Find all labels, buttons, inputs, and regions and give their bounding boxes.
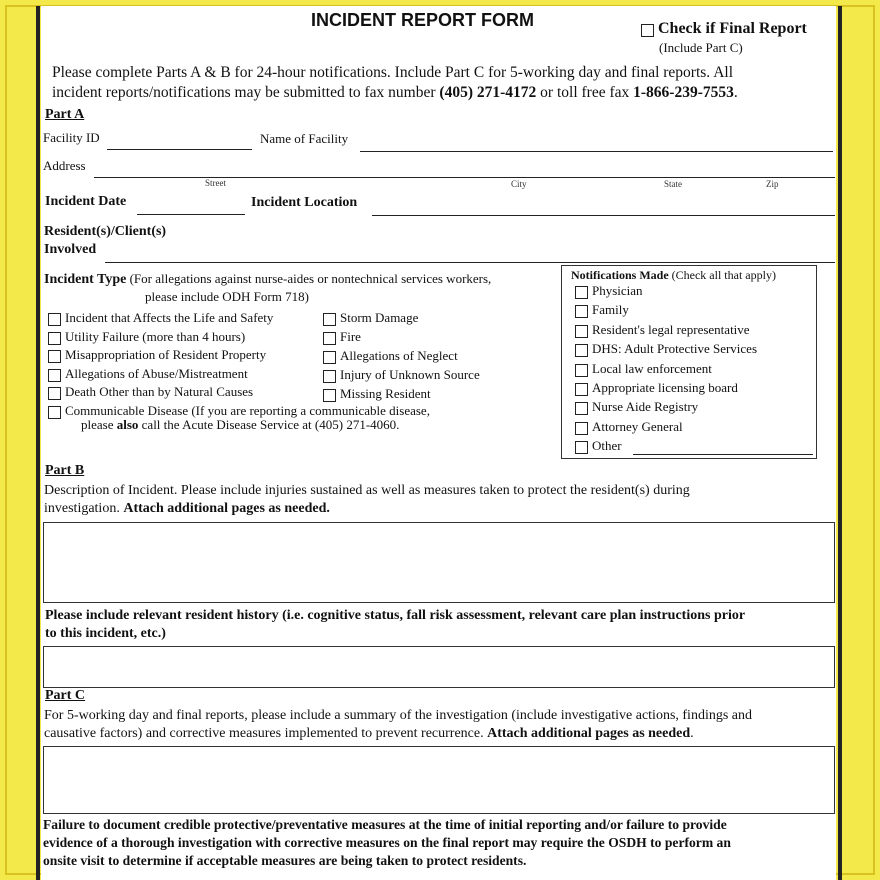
types-right-label: Injury of Unknown Source [340,367,480,382]
notif-list-label: Appropriate licensing board [592,380,738,395]
notif-list-checkbox[interactable] [575,325,588,338]
notif-list-checkbox[interactable] [575,402,588,415]
residents-label-involved: Involved [44,242,97,257]
form-title: INCIDENT REPORT FORM [311,10,534,30]
final-report-checkbox[interactable] [641,24,654,37]
address-city-sublabel: City [511,179,527,189]
intro-line-2: incident reports/notifications may be submitted to fax number (405) 271-4172 or toll free fax 1-866-239-7553. [52,84,738,101]
incident-date-label: Incident Date [45,194,127,209]
notif-list-label: Other [592,438,622,454]
part-b-description-2: investigation. Attach additional pages as needed. [44,501,330,516]
final-report-label: Check if Final Report [658,20,807,37]
types-left-label: Incident that Affects the Life and Safety [65,310,274,325]
notif-list-label: Resident's legal representative [592,321,750,337]
types-right-label: Fire [340,329,361,344]
toll-free-fax: 1-866-239-7553 [633,84,734,101]
types-right-label: Missing Resident [340,386,431,401]
notif-list-label: DHS: Adult Protective Services [592,341,758,357]
facility-id-field[interactable] [107,149,252,150]
resident-history-box[interactable] [43,646,835,688]
types-right-checkbox[interactable] [323,389,336,402]
address-street-sublabel: Street [205,178,226,188]
types-right-label: Allegations of Neglect [340,348,458,363]
types-left-checkbox[interactable] [48,350,61,363]
facility-name-field[interactable] [360,151,833,152]
notif-list-label: Physician [592,283,643,298]
incident-location-label: Incident Location [251,195,358,210]
address-zip-sublabel: Zip [766,179,779,189]
notif-list-label: Nurse Aide Registry [592,399,699,415]
notif-list-checkbox[interactable] [575,422,588,435]
other-notification-field[interactable] [633,454,813,455]
right-edge-bar [838,6,842,880]
footer-warning-3: onsite visit to determine if acceptable measures are being taken to protect residents. [43,853,527,868]
history-instruction-2: to this incident, etc.) [45,626,166,641]
notif-list-label: Family [592,302,629,318]
part-b-description-1: Description of Incident. Please include injuries sustained as well as measures taken to protect the resident(s) during [44,483,690,498]
part-a-heading: Part A [45,107,85,122]
incident-location-field[interactable] [372,215,835,216]
types-left-label: Misappropriation of Resident Property [65,347,267,362]
incident-type-heading: Incident Type (For allegations against nurse-aides or nontechnical services workers, [44,271,492,287]
types-left-label: Allegations of Abuse/Mistreatment [65,365,248,381]
form-page [41,6,836,880]
types-left-checkbox[interactable] [48,369,61,382]
types-left-checkbox[interactable] [48,332,61,345]
types-right-label: Storm Damage [340,310,419,325]
types-left-checkbox[interactable] [48,313,61,326]
intro-line-1: Please complete Parts A & B for 24-hour notifications. Include Part C for 5-working day and final reports. All [52,64,734,81]
types-left-label: Utility Failure (more than 4 hours) [65,328,246,344]
facility-id-label: Facility ID [43,130,100,145]
notifications-heading: Notifications Made (Check all that apply) [571,268,776,282]
final-report-note: (Include Part C) [659,40,743,55]
incident-type-note: please include ODH Form 718) [145,289,309,304]
notif-list-checkbox[interactable] [575,441,588,454]
incident-description-box[interactable] [43,522,835,603]
types-right-checkbox[interactable] [323,313,336,326]
types-left-label: Death Other than by Natural Causes [65,384,254,399]
footer-warning-1: Failure to document credible protective/preventative measures at the time of initial reporting and/or failure to provide [43,817,727,832]
address-state-sublabel: State [664,179,682,189]
residents-field[interactable] [105,262,835,263]
residents-label: Resident(s)/Client(s) [44,224,167,239]
fax-number: (405) 271-4172 [439,84,537,101]
notif-list-label: Attorney General [592,418,683,434]
types-right-checkbox[interactable] [323,370,336,383]
communicable-disease-checkbox[interactable] [48,406,61,419]
part-c-description-1: For 5-working day and final reports, please include a summary of the investigation (include investigative actions, findings and [44,708,752,723]
communicable-disease-note: please also call the Acute Disease Service at (405) 271-4060. [81,417,400,432]
types-left-checkbox[interactable] [48,387,61,400]
incident-date-field[interactable] [137,214,245,215]
left-edge-bar [36,6,40,880]
footer-warning-2: evidence of a thorough investigation with corrective measures on the final report may require the OSDH to perform an [43,835,731,850]
address-label: Address [43,158,86,173]
part-c-description-2: causative factors) and corrective measures implemented to prevent recurrence. Attach additional pages as needed. [44,726,694,741]
communicable-disease-label: Communicable Disease (If you are reporting a communicable disease, [65,403,430,418]
part-c-heading: Part C [45,688,86,703]
notif-list-checkbox[interactable] [575,286,588,299]
facility-name-label: Name of Facility [260,131,349,146]
investigation-summary-box[interactable] [43,746,835,814]
notif-list-checkbox[interactable] [575,383,588,396]
notif-list-checkbox[interactable] [575,364,588,377]
part-b-heading: Part B [45,463,85,478]
history-instruction-1: Please include relevant resident history (i.e. cognitive status, fall risk assessment, relevant care plan instructions prior [45,608,746,623]
notif-list-checkbox[interactable] [575,344,588,357]
types-right-checkbox[interactable] [323,332,336,345]
types-right-checkbox[interactable] [323,351,336,364]
notif-list-checkbox[interactable] [575,305,588,318]
notif-list-label: Local law enforcement [592,360,712,376]
